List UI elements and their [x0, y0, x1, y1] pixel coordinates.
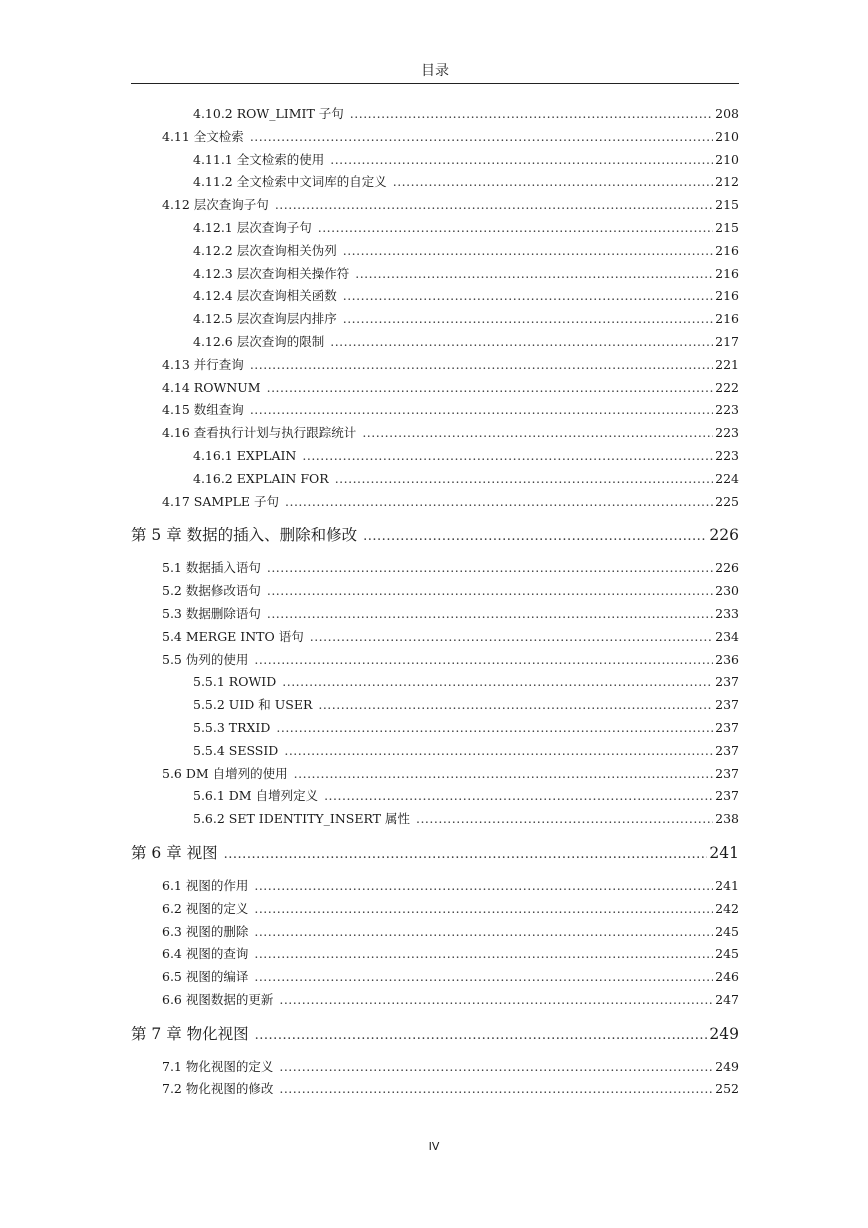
toc-leader-dots	[267, 557, 713, 580]
toc-entry[interactable]	[131, 740, 739, 763]
toc-leader-dots	[302, 445, 713, 468]
toc-entry-label: 7.1 物化视图的定义	[162, 1058, 274, 1074]
toc-leader-dots	[362, 422, 713, 445]
toc-entry-page: 237	[715, 742, 739, 758]
toc-entry[interactable]	[131, 445, 739, 468]
toc-entry[interactable]	[131, 194, 739, 217]
toc-entry-label: 4.16 查看执行计划与执行跟踪统计	[162, 425, 357, 441]
toc-leader-dots	[250, 354, 713, 377]
toc-leader-dots	[285, 491, 713, 514]
toc-entry-label: 第 5 章 数据的插入、删除和修改	[131, 526, 358, 545]
toc-entry-label: 4.12.3 层次查询相关操作符	[193, 265, 350, 281]
toc-leader-dots	[282, 671, 713, 694]
toc-entry-label: 5.3 数据删除语句	[162, 605, 261, 621]
toc-entry[interactable]	[131, 649, 739, 672]
toc-entry-page: 223	[715, 447, 739, 463]
toc-entry-label: 5.6.2 SET IDENTITY_INSERT 属性	[193, 811, 410, 827]
toc-entry-page: 241	[715, 877, 739, 893]
toc-entry[interactable]	[131, 354, 739, 377]
toc-entry-label: 6.1 视图的作用	[162, 877, 249, 893]
toc-entry-label: 4.11.2 全文检索中文词库的自定义	[193, 174, 387, 190]
toc-entry[interactable]	[131, 921, 739, 944]
toc-entry-page: 222	[715, 379, 739, 395]
toc-entry-page: 245	[715, 923, 739, 939]
toc-leader-dots	[250, 399, 713, 422]
toc-entry-label: 5.5.2 UID 和 USER	[193, 697, 313, 713]
toc-entry-label: 4.12.1 层次查询子句	[193, 219, 312, 235]
toc-entry-page: 236	[715, 651, 739, 667]
toc-entry-page: 226	[715, 560, 739, 576]
toc-leader-dots	[318, 694, 713, 717]
toc-entry-page: 246	[715, 969, 739, 985]
toc-entry[interactable]	[131, 717, 739, 740]
toc-chapter-entry[interactable]	[131, 513, 739, 557]
toc-entry[interactable]	[131, 785, 739, 808]
toc-leader-dots	[224, 833, 708, 877]
toc-leader-dots	[330, 149, 713, 172]
toc-entry[interactable]	[131, 331, 739, 354]
toc-entry-page: 237	[715, 697, 739, 713]
toc-entry[interactable]	[131, 285, 739, 308]
toc-entry-label: 4.11.1 全文检索的使用	[193, 151, 325, 167]
toc-entry-page: 223	[715, 402, 739, 418]
toc-leader-dots	[294, 763, 713, 786]
toc-entry[interactable]	[131, 377, 739, 400]
toc-entry[interactable]	[131, 468, 739, 491]
toc-entry-label: 4.10.2 ROW_LIMIT 子句	[193, 106, 344, 121]
toc-entry-page: 249	[715, 1058, 739, 1074]
toc-chapter-entry[interactable]	[131, 1012, 739, 1056]
toc-entry-page: 237	[715, 674, 739, 690]
toc-entry[interactable]	[131, 422, 739, 445]
toc-leader-dots	[267, 603, 713, 626]
header-title: 目录	[421, 63, 449, 79]
toc-leader-dots	[310, 626, 713, 649]
toc-leader-dots	[335, 468, 713, 491]
toc-entry[interactable]	[131, 1078, 739, 1101]
toc-leader-dots	[276, 717, 713, 740]
toc-entry-page: 216	[715, 242, 739, 258]
toc-entry-page: 210	[715, 151, 739, 167]
toc-entry-page: 230	[715, 583, 739, 599]
toc-entry[interactable]	[131, 626, 739, 649]
toc-entry-label: 6.5 视图的编译	[162, 969, 249, 985]
toc-entry-label: 5.5.3 TRXID	[193, 719, 271, 735]
toc-entry-label: 第 6 章 视图	[131, 843, 218, 862]
toc-leader-dots	[279, 1056, 713, 1079]
toc-entry[interactable]	[131, 1056, 739, 1079]
toc-leader-dots	[343, 308, 713, 331]
toc-leader-dots	[343, 285, 713, 308]
toc-entry-label: 4.15 数组查询	[162, 402, 244, 418]
toc-entry-label: 4.16.1 EXPLAIN	[193, 447, 297, 463]
toc-entry-page: 225	[715, 493, 739, 509]
toc-entry-page: 237	[715, 765, 739, 781]
toc-leader-dots	[279, 1078, 713, 1101]
table-of-contents	[131, 103, 739, 1101]
toc-entry-label: 4.16.2 EXPLAIN FOR	[193, 470, 329, 486]
toc-entry[interactable]	[131, 763, 739, 786]
toc-entry[interactable]	[131, 171, 739, 194]
toc-entry[interactable]	[131, 126, 739, 149]
toc-entry[interactable]	[131, 103, 739, 126]
toc-leader-dots	[363, 515, 707, 559]
toc-leader-dots	[254, 649, 713, 672]
toc-entry[interactable]	[131, 989, 739, 1012]
toc-entry-page: 247	[715, 991, 739, 1007]
toc-entry-label: 5.1 数据插入语句	[162, 560, 261, 576]
toc-entry[interactable]	[131, 966, 739, 989]
page-number: IV	[428, 1140, 440, 1153]
toc-entry-label: 6.2 视图的定义	[162, 900, 249, 916]
toc-entry[interactable]	[131, 217, 739, 240]
toc-entry-label: 4.13 并行查询	[162, 356, 244, 372]
toc-entry-label: 4.12.5 层次查询层内排序	[193, 311, 337, 327]
toc-entry-page: 210	[715, 128, 739, 144]
toc-leader-dots	[267, 377, 714, 400]
toc-leader-dots	[254, 943, 713, 966]
toc-entry[interactable]	[131, 943, 739, 966]
toc-entry-label: 5.5.1 ROWID	[193, 674, 277, 690]
toc-entry-label: 5.4 MERGE INTO 语句	[162, 628, 304, 644]
toc-entry-label: 5.6.1 DM 自增列定义	[193, 788, 319, 804]
toc-entry[interactable]	[131, 875, 739, 898]
toc-entry[interactable]	[131, 263, 739, 286]
toc-entry-label: 6.3 视图的删除	[162, 923, 249, 939]
toc-entry-label: 5.5 伪列的使用	[162, 651, 249, 667]
toc-entry[interactable]	[131, 399, 739, 422]
toc-entry-page: 224	[715, 470, 739, 486]
toc-entry-page: 249	[709, 1024, 739, 1043]
toc-entry-page: 223	[715, 425, 739, 441]
toc-entry[interactable]	[131, 308, 739, 331]
toc-entry-label: 5.6 DM 自增列的使用	[162, 765, 288, 781]
toc-entry-label: 4.12.6 层次查询的限制	[193, 333, 325, 349]
toc-entry-label: 7.2 物化视图的修改	[162, 1081, 274, 1097]
toc-entry[interactable]	[131, 491, 739, 514]
toc-entry[interactable]	[131, 580, 739, 603]
toc-entry[interactable]	[131, 671, 739, 694]
toc-leader-dots	[254, 898, 713, 921]
toc-leader-dots	[275, 194, 713, 217]
toc-entry-page: 208	[715, 106, 739, 121]
toc-leader-dots	[350, 103, 713, 126]
toc-entry-page: 216	[715, 288, 739, 304]
toc-leader-dots	[250, 126, 713, 149]
toc-entry[interactable]	[131, 149, 739, 172]
toc-entry-page: 215	[715, 197, 739, 213]
toc-leader-dots	[343, 240, 713, 263]
toc-entry-label: 5.2 数据修改语句	[162, 583, 261, 599]
toc-entry[interactable]	[131, 808, 739, 831]
toc-entry-label: 6.6 视图数据的更新	[162, 991, 274, 1007]
toc-entry-label: 4.11 全文检索	[162, 128, 244, 144]
toc-leader-dots	[355, 263, 713, 286]
toc-leader-dots	[254, 921, 713, 944]
toc-entry[interactable]	[131, 694, 739, 717]
toc-leader-dots	[279, 989, 713, 1012]
toc-leader-dots	[267, 580, 713, 603]
toc-entry-page: 234	[715, 628, 739, 644]
toc-leader-dots	[255, 1014, 708, 1058]
toc-entry-label: 4.12.4 层次查询相关函数	[193, 288, 337, 304]
toc-entry-page: 216	[715, 311, 739, 327]
toc-entry-label: 4.12.2 层次查询相关伪列	[193, 242, 337, 258]
toc-entry-page: 215	[715, 219, 739, 235]
toc-entry[interactable]	[131, 240, 739, 263]
toc-entry-page: 242	[715, 900, 739, 916]
toc-entry-page: 237	[715, 788, 739, 804]
toc-leader-dots	[330, 331, 713, 354]
toc-entry-page: 212	[715, 174, 739, 190]
toc-entry-page: 252	[715, 1081, 739, 1097]
toc-leader-dots	[393, 171, 713, 194]
toc-entry-page: 226	[709, 526, 739, 545]
toc-entry-page: 217	[715, 333, 739, 349]
toc-entry-page: 216	[715, 265, 739, 281]
toc-entry-page: 237	[715, 719, 739, 735]
toc-entry-label: 第 7 章 物化视图	[131, 1024, 249, 1043]
toc-entry-page: 241	[709, 843, 739, 862]
toc-entry[interactable]	[131, 557, 739, 580]
toc-leader-dots	[318, 217, 713, 240]
toc-entry-label: 4.12 层次查询子句	[162, 197, 269, 213]
toc-entry-label: 6.4 视图的查询	[162, 946, 249, 962]
toc-entry[interactable]	[131, 603, 739, 626]
toc-leader-dots	[324, 785, 713, 808]
toc-entry-label: 4.14 ROWNUM	[162, 379, 261, 395]
toc-entry-label: 5.5.4 SESSID	[193, 742, 279, 758]
toc-leader-dots	[254, 966, 713, 989]
toc-leader-dots	[416, 808, 713, 831]
toc-entry-page: 245	[715, 946, 739, 962]
toc-entry-label: 4.17 SAMPLE 子句	[162, 493, 280, 509]
toc-entry-page: 221	[715, 356, 739, 372]
page-header	[131, 58, 739, 84]
toc-leader-dots	[254, 875, 713, 898]
toc-entry-page: 238	[715, 811, 739, 827]
toc-entry[interactable]	[131, 898, 739, 921]
toc-leader-dots	[284, 740, 713, 763]
toc-entry-page: 233	[715, 605, 739, 621]
toc-chapter-entry[interactable]	[131, 831, 739, 875]
